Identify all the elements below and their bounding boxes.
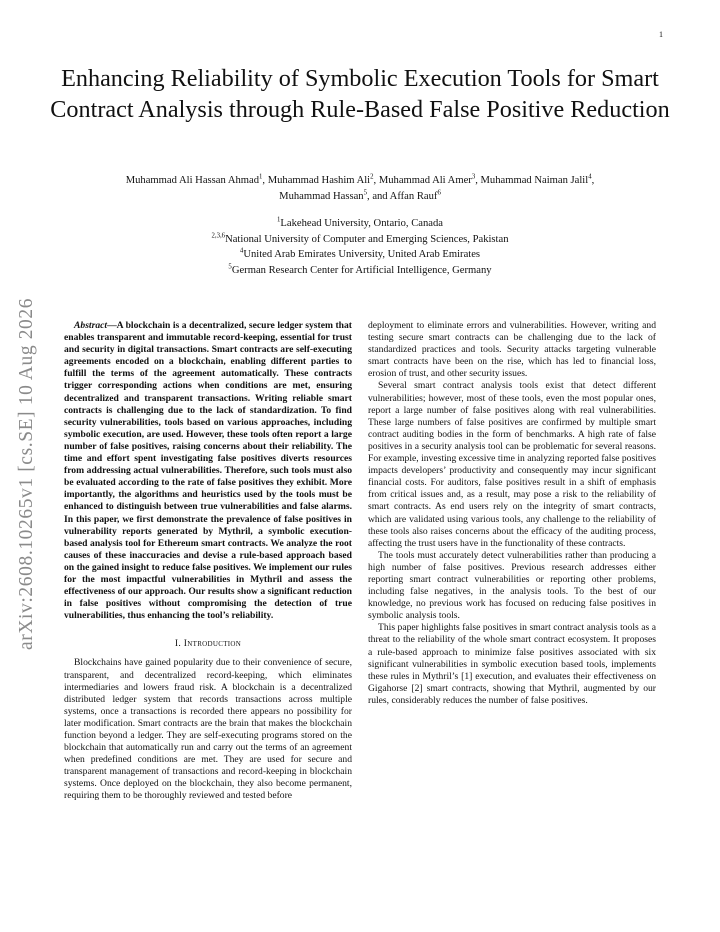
author-name: Muhammad Hassan (279, 190, 364, 202)
author-name: Muhammad Ali Hassan Ahmad (125, 175, 260, 186)
left-body (64, 657, 352, 802)
page-number: 1 (659, 30, 663, 39)
affiliation-text: National University of Computer and Emerging Sciences, Pakistan (225, 233, 509, 245)
affiliation (40, 232, 680, 248)
affiliation (40, 247, 680, 263)
affiliation-text: German Research Center for Artificial Intelligence, Germany (231, 264, 492, 276)
affiliation-list (40, 216, 680, 278)
author-affiliation-mark: 5 (363, 188, 368, 196)
affiliation-mark: 4 (239, 247, 244, 255)
author-separator: , and (367, 190, 390, 202)
author-affiliation-mark: 2 (370, 173, 374, 181)
author-separator: , (591, 175, 595, 186)
affiliation-mark: 1 (277, 216, 281, 224)
author-separator: , (475, 175, 481, 186)
left-column (64, 320, 352, 803)
arxiv-stamp: arXiv:2608.10265v1 [cs.SE] 10 Aug 2026 (16, 297, 37, 650)
body-paragraph: Several smart contract analysis tools exist that detect different vulnerabilities; however, most of these tools, even the most popular ones, report a large number of false positives along with real vulnerabilities. These large numbers of false positives are confirmed by multiple smart contract auditing bodies in the form of benchmarks. A high rate of false positives in a security analysis tool can be problematic for several reasons. For example, investing excessive time in analyzing reported false positives impacts developers’ productivity and consequently may incur significant financial costs. For auditors, false positives result in a shift of emphasis from critical issues and, as a result, may pose a risk to the reliability of smart contracts. As end users rely on the integrity of smart contracts, which are validated using various tools, any challenge to the reliability of these tools also raises concerns about the efficacy of the auditing process, affecting the trust users have in the functionality of these contracts. (368, 380, 656, 549)
body-paragraph: The tools must accurately detect vulnerabilities rather than producing a high number of false positives. Previous research addresses either reporting smart contract vulnerabilities or reporting other problems, including false negatives, in the analysis tools. To the best of our knowledge, no previous work has focused on reducing false positives in symbolic analysis tools. (368, 549, 656, 622)
affiliation-text: Lakehead University, Ontario, Canada (280, 218, 443, 229)
paper-title: Enhancing Reliability of Symbolic Execution Tools for Smart Contract Analysis through Rule-Based False Positive Reduction (50, 65, 670, 123)
author-name: Muhammad Hashim Ali (267, 175, 371, 186)
affiliation-text: United Arab Emirates University, United Arab Emirates (243, 249, 481, 260)
affiliation (40, 263, 680, 279)
author-affiliation-mark: 4 (588, 173, 592, 181)
abstract (64, 320, 352, 622)
author-name: Muhammad Ali Amer (378, 175, 472, 186)
body-paragraph: deployment to eliminate errors and vulnerabilities. However, writing and testing secure smart contracts can be challenging due to the lack of standardized practices and tools. Security attacks targeting vulnerable smart contracts have been on the rise, which has led to financial loss, erosion of trust, and other security issues. (368, 320, 656, 380)
abstract-text: A blockchain is a decentralized, secure ledger system that enables transparent and immutable record-keeping, essential for trust and security in digital transactions. Smart contracts are self-executing agreements encoded on a blockchain, enabling different parties to fulfill the terms of the agreement automatically. These contracts trigger corresponding actions when conditions are met, ensuring decentralized and transparent transactions. Writing reliable smart contracts is challenging due to the lack of standardization. To find security vulnerabilities, tools based on various approaches, including symbolic execution, are used. However, these tools often report a large number of false positives, raising concerns about their reliability. The time and effort spent investigating false positives diverts resources from addressing actual vulnerabilities. Therefore, such tools must also be evaluated according to the rate of false positives they exhibit. More importantly, the algorithms and heuristics used by the tools must be enhanced to distinguish between true vulnerabilities and false alarms. In this paper, we first demonstrate the prevalence of false positives in vulnerability reports generated by Mythril, a symbolic execution-based analysis tool for Ethereum smart contracts. We analyze the root causes of these inaccuracies and devise a rule-based approach based on the gained insight to reduce false positives. We implement our rules for the most impactful vulnerabilities in Mythril and assess the effectiveness of our approach. Our results show a significant reduction in false positives without compromising the detection of true vulnerabilities, thus enhancing the tool’s reliability. (64, 320, 352, 622)
abstract-dash: — (107, 320, 117, 331)
affiliation-mark: 5 (228, 262, 232, 270)
affiliation (40, 216, 680, 232)
author-separator: , (262, 175, 268, 186)
author-name: Affan Rauf (389, 190, 438, 202)
right-column (368, 320, 656, 707)
author-affiliation-mark: 3 (471, 173, 476, 181)
author-affiliation-mark: 6 (437, 188, 441, 196)
body-paragraph: This paper highlights false positives in smart contract analysis tools as a threat to the reliability of the whole smart contract ecosystem. It proposes a rule-based approach to minimize false positives associated with six significant vulnerabilities in symbolic execution based tools, implements these rules in Mythril’s [1] execution, and evaluates their effectiveness on Gigahorse [2] smart contracts, showing that Mythril, augmented by our rules, considerably reduces the number of false positives. (368, 622, 656, 706)
section-heading-introduction: I. Introduction (174, 638, 242, 650)
abstract-label: Abstract (74, 320, 108, 331)
author-affiliation-mark: 1 (259, 173, 263, 181)
affiliation-mark: 2,3,6 (211, 231, 226, 239)
body-paragraph: Blockchains have gained popularity due to their convenience of secure, transparent, and decentralized record-keeping, which eliminates intermediaries and lowers fraud risk. A blockchain is a decentralized distributed ledger system that records transactions across multiple systems, once a transactions is recorded there appears no possibility for later modification. Smart contracts are the brain that makes the blockchain function beyond a ledger. They are self-executing programs stored on the blockchain that automatically run and carry out the terms of an agreement when predefined conditions are met. They are used for secure and transparent management of transactions and record-keeping in blockchain systems. Once deployed on the blockchain, they also become permanent, requiring them to be thoroughly reviewed and tested before (64, 657, 352, 802)
author-list (40, 173, 680, 204)
author-name: Muhammad Naiman Jalil (480, 175, 589, 186)
author-separator: , (373, 175, 379, 186)
